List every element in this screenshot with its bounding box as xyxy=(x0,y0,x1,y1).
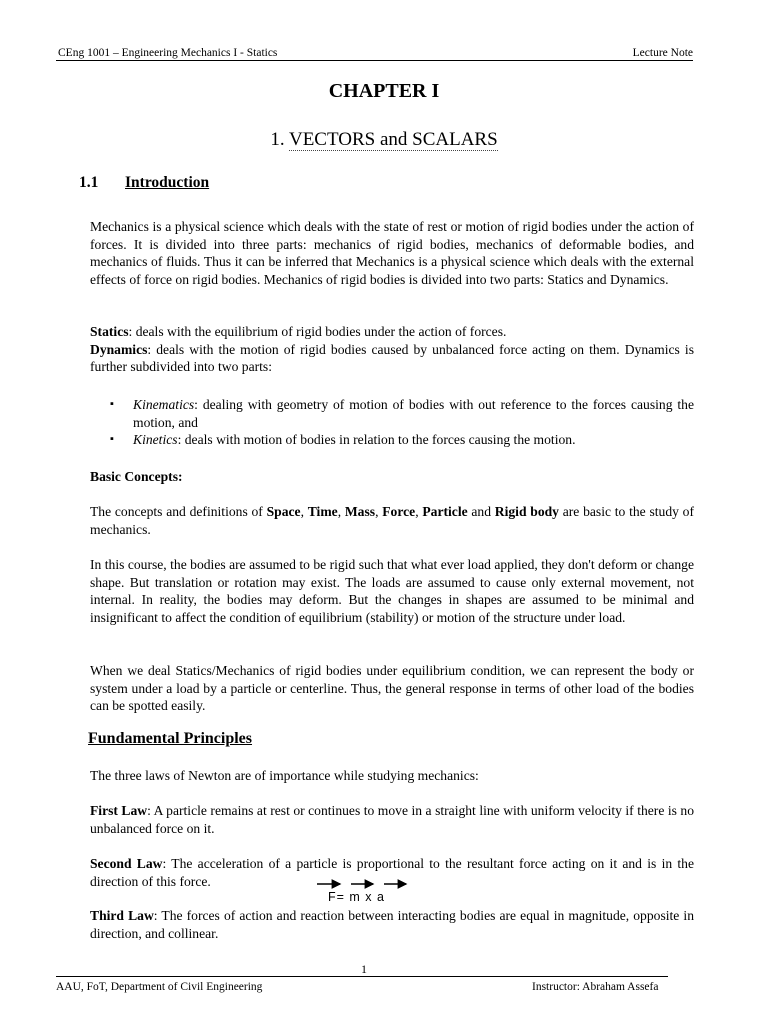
third-law xyxy=(90,907,694,942)
bullet-text: : deals with motion of bodies in relation to the forces causing the motion. xyxy=(177,432,576,448)
list-item xyxy=(90,431,694,449)
course-paragraph: In this course, the bodies are assumed to be rigid such that what ever load applied, they don't deform or change shape. But translation or rotation may exist. The loads are assumed to cause only external movement, not internal. In reality, the bodies may deform. But the changes in shapes are assumed to be minimal and insignificant to affect the condition of equilibrium (stability) or motion of the structure under load. xyxy=(90,557,694,625)
dynamics-text: : deals with the motion of rigid bodies caused by unbalanced force acting on them. Dynamics is further subdivided into two parts: xyxy=(90,341,694,375)
concepts-paragraph: The concepts and definitions of Space, Time, Mass, Force, Particle and Rigid body are basic to the study of mechanics. xyxy=(90,504,695,537)
dynamics-subdivisions xyxy=(90,396,694,449)
third-law-term: Third Law xyxy=(90,908,154,923)
term-time: Time xyxy=(307,504,338,519)
bullet-term: Kinematics xyxy=(133,397,195,412)
title-text: VECTORS and SCALARS xyxy=(288,129,498,150)
first-law xyxy=(90,802,694,837)
term-particle: Particle xyxy=(422,504,468,519)
chapter-heading: CHAPTER I xyxy=(328,80,440,102)
dynamics-term: Dynamics xyxy=(90,341,148,357)
list-item xyxy=(90,396,694,431)
newton-equation xyxy=(316,876,416,906)
first-law-term: First Law xyxy=(90,803,148,818)
title-number: 1. xyxy=(270,129,285,150)
footer-instructor: Instructor: Abraham Assefa xyxy=(532,981,659,993)
term-mass: Mass xyxy=(344,504,376,519)
statics-definition xyxy=(90,323,694,341)
page-number: 1 xyxy=(361,962,367,976)
second-law-term: Second Law xyxy=(90,856,163,871)
course-name: CEng 1001 – Engineering Mechanics I - Statics xyxy=(58,47,278,59)
section-number: 1.1 xyxy=(79,174,99,191)
concepts-suffix: are basic to the study of mechanics. xyxy=(90,504,695,537)
equation-text: F= m x a xyxy=(328,890,385,904)
term-space: Space xyxy=(266,504,301,519)
page-header xyxy=(56,46,693,61)
section-title: Introduction xyxy=(125,174,210,191)
bullet-term: Kinetics xyxy=(133,432,178,448)
concepts-prefix: The concepts and definitions of xyxy=(90,504,267,519)
newton-intro: The three laws of Newton are of importance while studying mechanics: xyxy=(90,768,479,783)
first-law-text: : A particle remains at rest or continues to move in a straight line with uniform velocity if there is no unbalanced force on it. xyxy=(90,803,694,836)
footer-rule xyxy=(56,976,668,977)
dynamics-definition xyxy=(90,341,694,376)
section-heading xyxy=(79,174,209,192)
page-title xyxy=(0,129,768,151)
statics-term: Statics xyxy=(90,324,129,339)
third-law-text: : The forces of action and reaction between interacting bodies are equal in magnitude, opposite in direction, and collinear. xyxy=(90,908,695,941)
statics-text: : deals with the equilibrium of rigid bodies under the action of forces. xyxy=(128,324,507,339)
definitions-block xyxy=(90,323,694,376)
vector-arrows-icon xyxy=(316,876,416,890)
second-law-text: : The acceleration of a particle is proportional to the resultant force acting on it and is in the direction of this force. xyxy=(90,856,695,889)
footer-department: AAU, FoT, Department of Civil Engineering xyxy=(56,981,263,993)
concepts-and: and xyxy=(467,504,495,519)
basic-concepts-heading: Basic Concepts: xyxy=(90,469,183,484)
intro-paragraph: Mechanics is a physical science which deals with the state of rest or motion of rigid bodies under the action of forces. It is divided into three parts: mechanics of rigid bodies, mechanics of deformable bodies, and mechanics of fluids. Thus it can be inferred that Mechanics is a physical science which deals with the external effects of force on rigid bodies. Mechanics of rigid bodies is divided into two parts: Statics and Dynamics. xyxy=(90,219,694,287)
fundamental-principles-heading: Fundamental Principles xyxy=(88,730,253,747)
bullet-text: : dealing with geometry of motion of bodies with out reference to the forces causing the motion, and xyxy=(133,397,694,430)
term-rigid-body: Rigid body xyxy=(494,504,559,519)
term-force: Force xyxy=(382,504,416,519)
document-type: Lecture Note xyxy=(632,47,693,59)
statics-paragraph: When we deal Statics/Mechanics of rigid bodies under equilibrium condition, we can represent the body or system under a load by a particle or centerline. Thus, the general response in terms of other load of the bodies can be spotted easily. xyxy=(90,663,694,714)
